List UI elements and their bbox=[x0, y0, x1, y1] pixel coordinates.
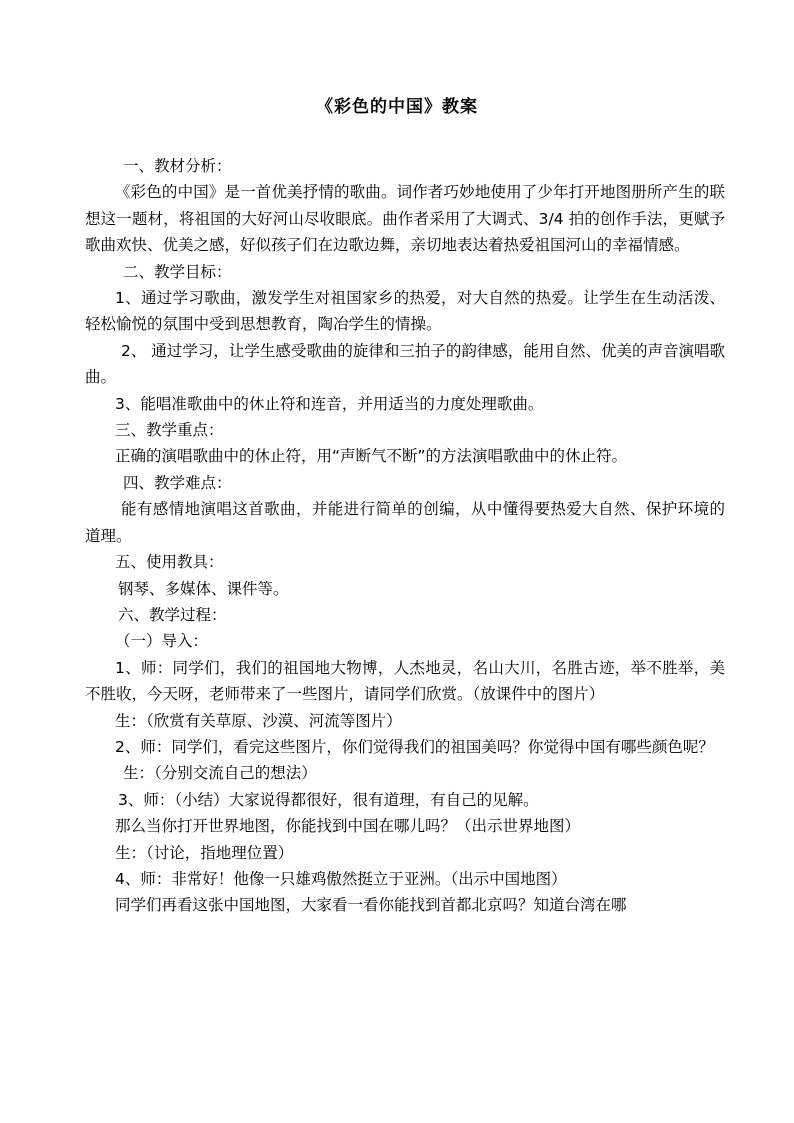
body-paragraph: 正确的演唱歌曲中的休止符，用“声断气不断”的方法演唱歌曲中的休止符。 bbox=[115, 447, 628, 466]
body-paragraph: 1、通过学习歌曲，激发学生对祖国家乡的热爱，对大自然的热爱。让学生在生动活泼、轻松愉悦的氛围中受到思想教育，陶冶学生的情操。 bbox=[85, 289, 725, 334]
body-paragraph: 2、 通过学习，让学生感受歌曲的旋律和三拍子的韵律感，能用自然、优美的声音演唱歌曲。 bbox=[85, 341, 725, 387]
section-heading: 一、教材分析： bbox=[123, 157, 232, 175]
section-heading: 六、教学过程： bbox=[118, 605, 227, 624]
body-paragraph: 4、师：非常好！他像一只雄鸡傲然挺立于亚洲。（出示中国地图） bbox=[115, 869, 567, 888]
body-paragraph: 那么当你打开世界地图，你能找到中国在哪儿吗？（出示世界地图） bbox=[115, 817, 581, 836]
body-paragraph: 生：（讨论，指地理位置） bbox=[115, 843, 294, 862]
body-paragraph: 能有感情地演唱这首歌曲，并能进行简单的创编，从中懂得要热爱大自然、保护环境的道理。 bbox=[85, 500, 725, 545]
section-heading: 三、教学重点： bbox=[115, 421, 224, 440]
body-paragraph: 3、师：（小结）大家说得都很好，很有道理，有自己的见解。 bbox=[118, 790, 539, 809]
body-paragraph: 同学们再看这张中国地图，大家看一看你能找到首都北京吗？知道台湾在哪 bbox=[115, 896, 627, 915]
body-paragraph: 《彩色的中国》是一首优美抒情的歌曲。词作者巧妙地使用了少年打开地图册所产生的联想这一题材，将祖国的大好河山尽收眼底。曲作者采用了大调式、3/4 拍的创作手法，更赋予歌曲欢快、优美之感，好似孩子们在边歌边舞，亲切地表达着热爱祖国河山的幸福情感。 bbox=[85, 183, 725, 255]
body-paragraph: 3、能唱准歌曲中的休止符和连音，并用适当的力度处理歌曲。 bbox=[115, 394, 544, 413]
document-title: 《彩色的中国》教案 bbox=[316, 97, 478, 117]
subsection-heading: （一）导入： bbox=[115, 632, 209, 651]
body-paragraph: 生：（分别交流自己的想法） bbox=[123, 764, 317, 783]
section-heading: 四、教学难点： bbox=[123, 473, 232, 492]
section-heading: 二、教学目标： bbox=[123, 262, 232, 281]
body-paragraph: 1、师：同学们，我们的祖国地大物博，人杰地灵，名山大川，名胜古迹，举不胜举，美不胜收，今天呀，老师带来了一些图片，请同学们欣赏。（放课件中的图片） bbox=[85, 658, 725, 704]
body-paragraph: 2、师：同学们，看完这些图片，你们觉得我们的祖国美吗？你觉得中国有哪些颜色呢？ bbox=[115, 737, 714, 756]
section-heading: 五、使用教具： bbox=[115, 553, 224, 572]
body-paragraph: 生：（欣赏有关草原、沙漠、河流等图片） bbox=[115, 711, 402, 730]
body-paragraph: 钢琴、多媒体、课件等。 bbox=[118, 579, 289, 598]
document-body bbox=[85, 153, 725, 919]
